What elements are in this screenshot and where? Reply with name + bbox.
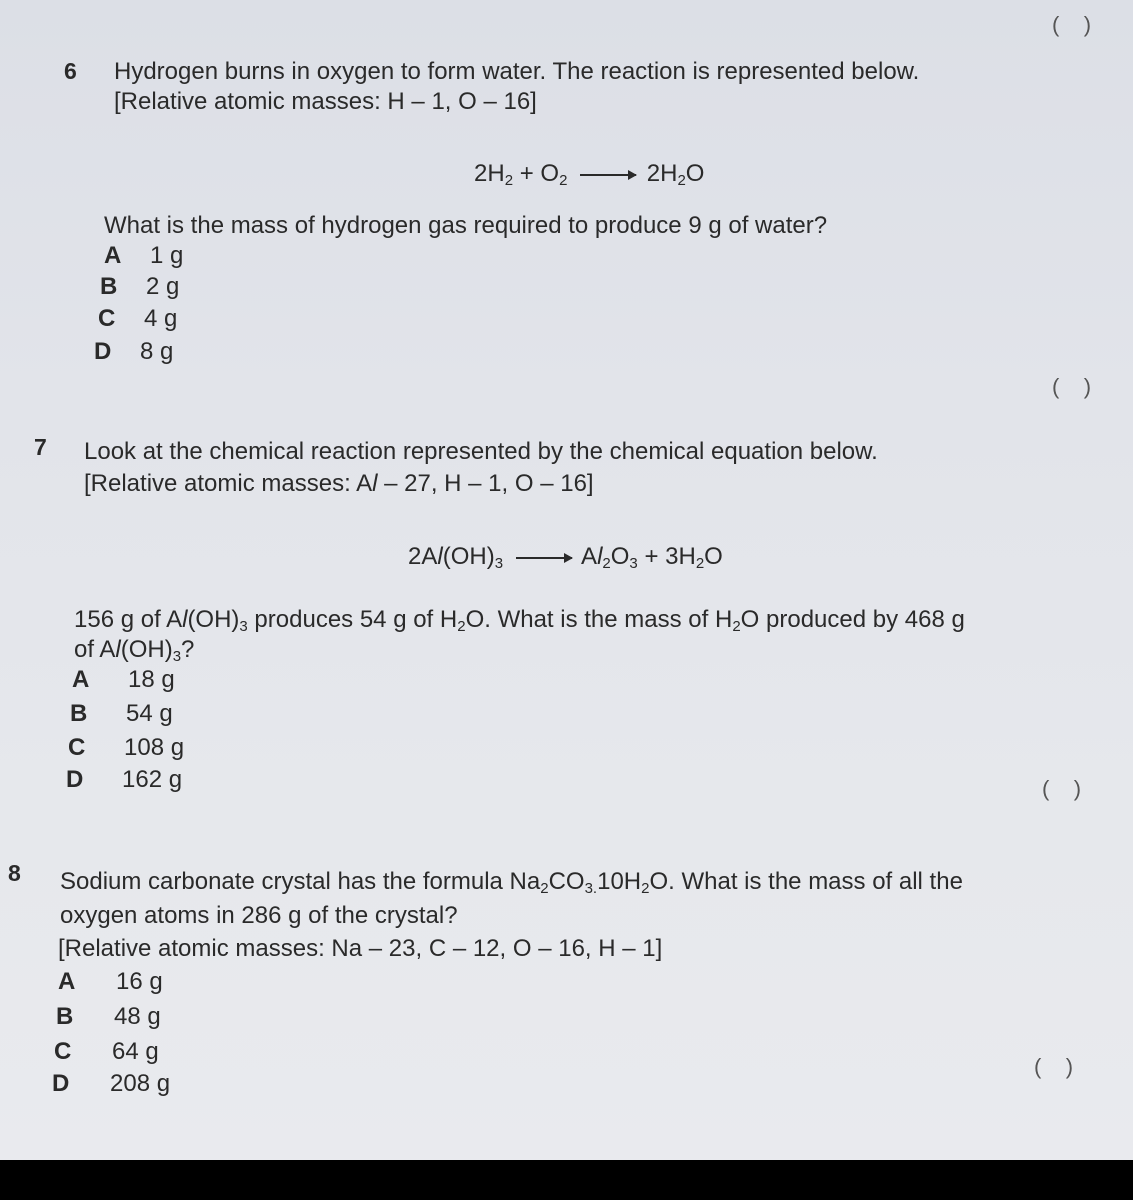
question-7-question-line2: of $Al(OH)_3$? — [74, 636, 195, 665]
question-6-option-b[interactable]: B 2 g — [100, 273, 180, 300]
question-6-stem-line1: Hydrogen burns in oxygen to form water. The reaction is represented below. — [114, 58, 920, 85]
question-8-option-d[interactable]: D 208 g — [52, 1070, 171, 1097]
question-6-stem-line2: [Relative atomic masses: H – 1, O – 16] — [114, 88, 537, 115]
question-8-option-b[interactable]: B 48 g — [56, 1003, 161, 1030]
question-8-answer-box[interactable]: ( ) — [1034, 1054, 1074, 1079]
question-7-stem-line2: [Relative atomic masses: Al – 27, H – 1, O – 16] — [84, 470, 594, 497]
question-6-option-d[interactable]: D 8 g — [94, 338, 174, 365]
question-7-equation: $2Al(OH)_3$ $Al_2O_3 + 3H_2O$ — [408, 543, 723, 572]
reaction-arrow-icon — [580, 174, 636, 176]
reaction-arrow-icon — [516, 557, 572, 559]
question-8-stem-line1: Sodium carbonate crystal has the formula $Na_2CO_{3.}10H_2O$. What is the mass of all the — [60, 868, 963, 897]
question-7-option-c[interactable]: C 108 g — [68, 734, 185, 761]
question-7-answer-box[interactable]: ( ) — [1042, 776, 1082, 801]
question-8-number: 8 — [8, 860, 21, 886]
question-6-question: What is the mass of hydrogen gas required to produce 9 g of water? — [104, 212, 828, 239]
question-6-option-a[interactable]: A 1 g — [104, 242, 184, 269]
question-7-option-b[interactable]: B 54 g — [70, 700, 173, 727]
question-8-option-a[interactable]: A 16 g — [58, 968, 163, 995]
question-6-equation: $2H_2 + O_2$ $2H_2O$ — [474, 160, 705, 189]
question-6-option-c[interactable]: C 4 g — [98, 305, 178, 332]
question-8-option-c[interactable]: C 64 g — [54, 1038, 159, 1065]
question-8-stem-line2: oxygen atoms in 286 g of the crystal? — [60, 902, 458, 929]
answer-box-previous[interactable]: ( ) — [1052, 12, 1092, 37]
question-7-option-d[interactable]: D 162 g — [66, 766, 183, 793]
question-7-option-a[interactable]: A 18 g — [72, 666, 175, 693]
question-7-question-line1: 156 g of $Al(OH)_3$ produces 54 g of $H_2O$. What is the mass of $H_2O$ produced by 468 g — [74, 606, 965, 635]
question-8-stem-line3: [Relative atomic masses: Na – 23, C – 12, O – 16, H – 1] — [58, 935, 663, 962]
question-6-number: 6 — [64, 58, 77, 84]
question-7-stem-line1: Look at the chemical reaction represented by the chemical equation below. — [84, 438, 878, 465]
question-6-answer-box[interactable]: ( ) — [1052, 374, 1092, 399]
question-7-number: 7 — [34, 434, 47, 460]
